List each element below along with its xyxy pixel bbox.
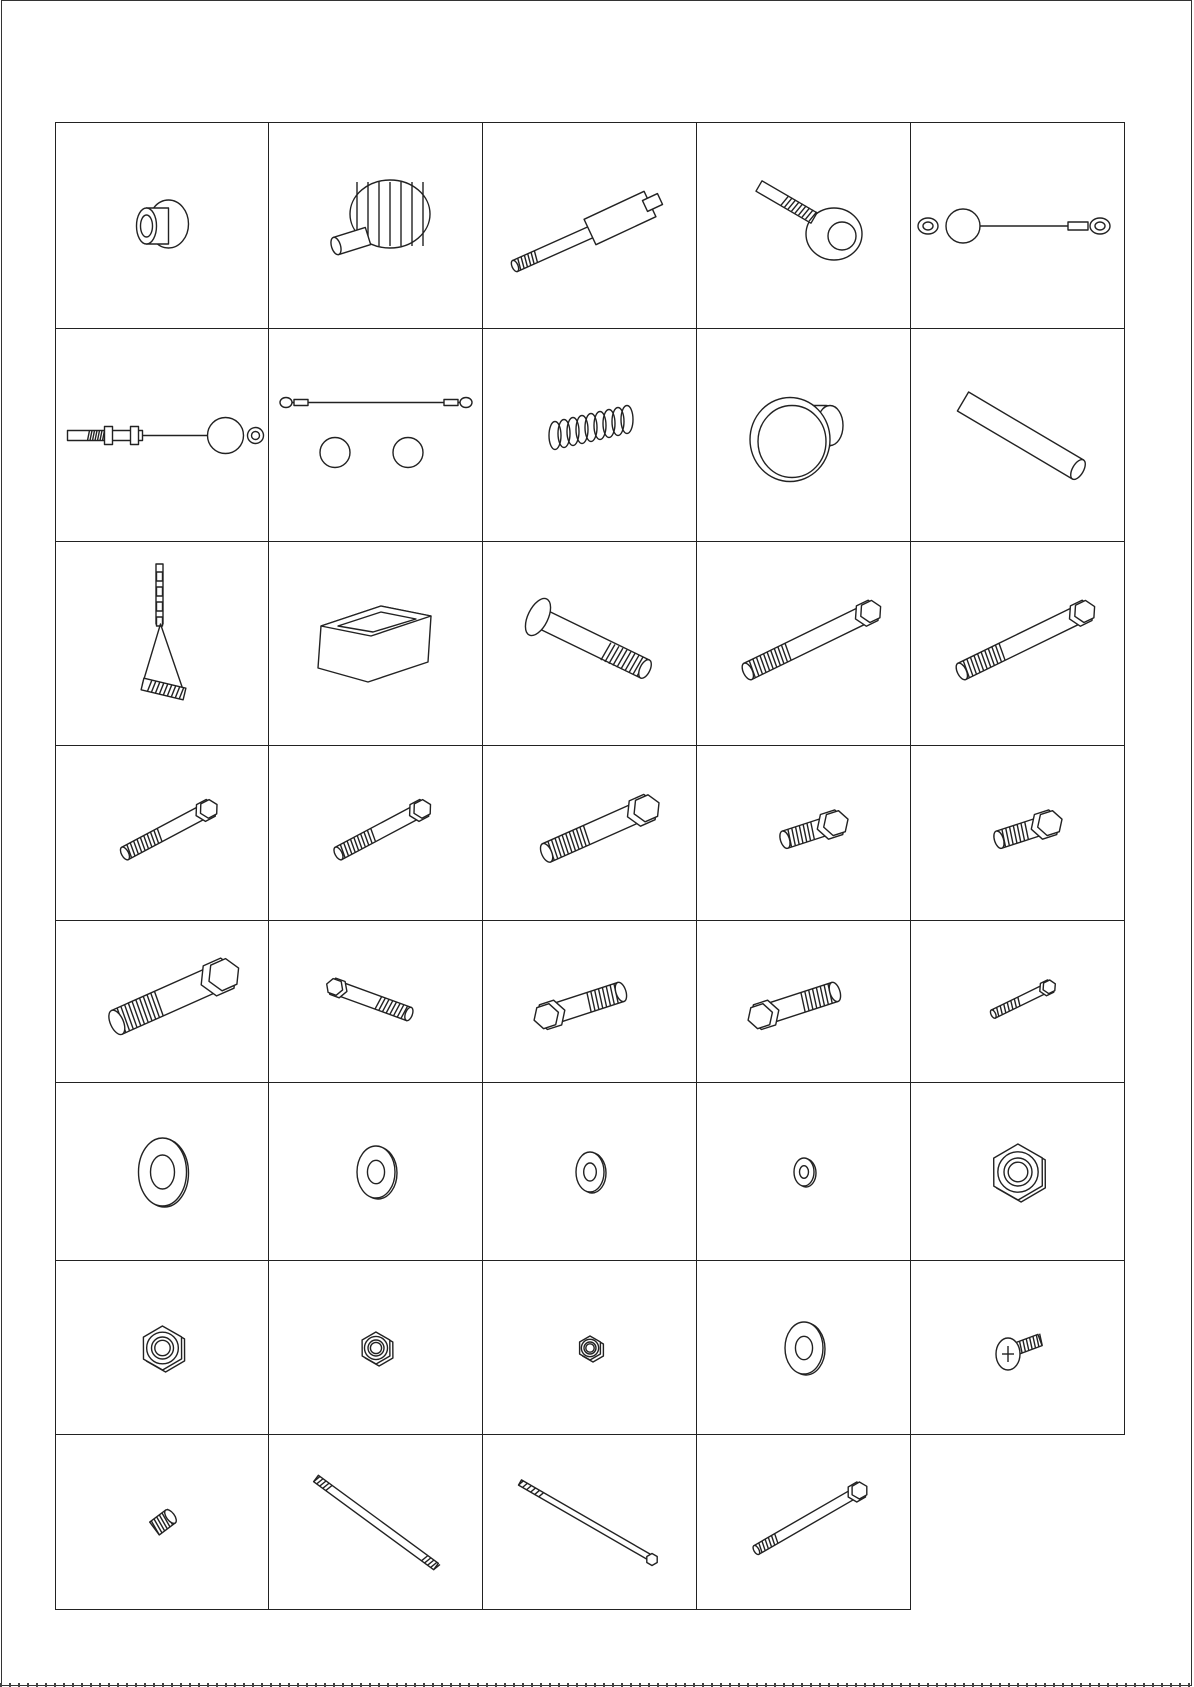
- part-cell: [482, 328, 697, 542]
- part-cell: [55, 122, 269, 329]
- nylon-lock-nut-small-icon: [269, 1261, 483, 1435]
- flat-washer-large-icon: [56, 1083, 269, 1261]
- part-cell: [268, 1082, 483, 1261]
- part-cell: [55, 1082, 269, 1261]
- hex-bolt-medium-icon: [56, 746, 269, 921]
- part-cell: [696, 745, 911, 921]
- part-cell: [55, 328, 269, 542]
- part-cell: [268, 328, 483, 542]
- hex-bolt-partial-thread-icon: [697, 921, 911, 1083]
- phillips-screw-icon: [911, 1261, 1125, 1435]
- nylon-lock-nut-medium-icon: [56, 1261, 269, 1435]
- part-cell: [910, 745, 1125, 921]
- part-cell: [55, 920, 269, 1083]
- part-cell: [482, 1260, 697, 1435]
- part-cell: [482, 745, 697, 921]
- bottom-edge-marks: [0, 1683, 1194, 1687]
- threaded-rod-icon: [269, 1435, 483, 1610]
- adjustment-knob-icon: [269, 123, 483, 329]
- threaded-shaft-icon: [483, 123, 697, 329]
- part-cell: [268, 122, 483, 329]
- part-cell: [55, 541, 269, 746]
- hex-bolt-long-thin-icon: [697, 1435, 911, 1610]
- part-cell: [910, 1082, 1125, 1261]
- cable-with-ball-and-adjuster-icon: [56, 329, 269, 542]
- hex-bolt-small-icon: [269, 921, 483, 1083]
- hex-bolt-mini-icon: [911, 921, 1125, 1083]
- part-cell: [268, 745, 483, 921]
- part-cell: [696, 541, 911, 746]
- carriage-bolt-icon: [483, 542, 697, 746]
- part-cell: [482, 1082, 697, 1261]
- flat-washer-medium-icon: [697, 1261, 911, 1435]
- part-cell: [55, 1260, 269, 1435]
- hex-bolt-thick-icon: [483, 746, 697, 921]
- part-cell: [482, 1434, 697, 1610]
- part-cell: [910, 1260, 1125, 1435]
- part-cell: [910, 328, 1125, 542]
- nylon-lock-nut-mini-icon: [483, 1261, 697, 1435]
- square-end-cap-icon: [269, 542, 483, 746]
- round-knob-icon: [697, 329, 911, 542]
- nylon-lock-nut-large-icon: [911, 1083, 1125, 1261]
- hex-bolt-partial-thread-icon: [483, 921, 697, 1083]
- part-cell: [696, 920, 911, 1083]
- part-cell: [268, 920, 483, 1083]
- hex-bolt-long-icon: [911, 542, 1125, 746]
- triangle-handle-strap-icon: [56, 542, 269, 746]
- part-cell: [55, 1434, 269, 1610]
- bushing-icon: [56, 123, 269, 329]
- hex-bolt-short-icon: [911, 746, 1125, 921]
- part-cell: [696, 1260, 911, 1435]
- cable-with-ball-stop-icon: [911, 123, 1125, 329]
- hex-bolt-large-icon: [56, 921, 269, 1083]
- part-cell: [910, 541, 1125, 746]
- pop-pin-icon: [697, 123, 911, 329]
- flat-washer-medium-icon: [269, 1083, 483, 1261]
- part-cell: [482, 920, 697, 1083]
- part-cell: [696, 1434, 911, 1610]
- long-bolt-icon: [483, 1435, 697, 1610]
- part-cell: [696, 122, 911, 329]
- part-cell: [696, 328, 911, 542]
- part-cell: [910, 122, 1125, 329]
- cable-with-two-balls-icon: [269, 329, 483, 542]
- part-cell: [268, 541, 483, 746]
- hex-bolt-long-icon: [697, 542, 911, 746]
- part-cell: [482, 541, 697, 746]
- part-cell: [910, 920, 1125, 1083]
- part-cell: [268, 1434, 483, 1610]
- part-cell: [55, 745, 269, 921]
- flat-washer-mini-icon: [697, 1083, 911, 1261]
- tube-cover-icon: [911, 329, 1125, 542]
- part-cell: [268, 1260, 483, 1435]
- flat-washer-small-icon: [483, 1083, 697, 1261]
- part-cell: [696, 1082, 911, 1261]
- set-screw-icon: [56, 1435, 269, 1610]
- hex-bolt-short-icon: [697, 746, 911, 921]
- spring-icon: [483, 329, 697, 542]
- hex-bolt-medium-icon: [269, 746, 483, 921]
- part-cell: [482, 122, 697, 329]
